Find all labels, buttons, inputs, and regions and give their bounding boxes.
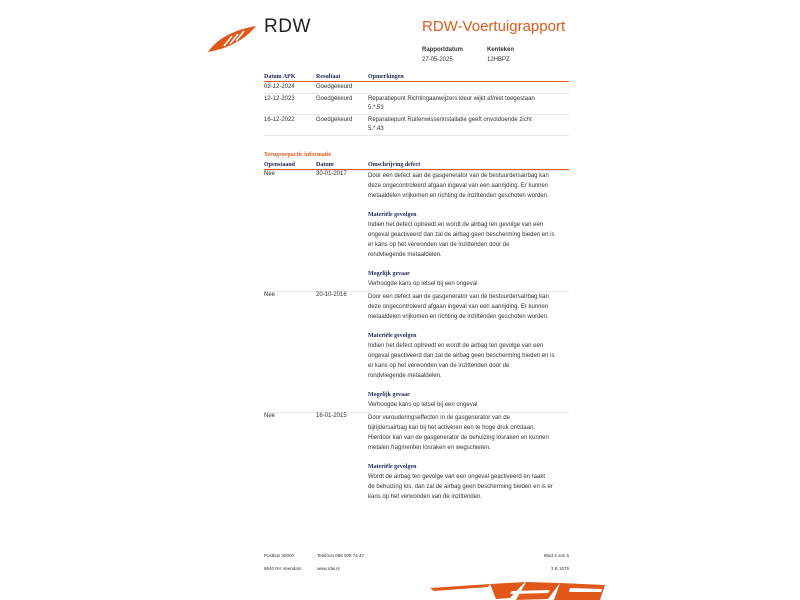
table-row: 02-12-2024 Goedgekeurd xyxy=(264,82,569,94)
recall-item: Nee 20-10-2016 Door een defect aan de gasgenerator van de bestuurdersairbag kan deze ongecontroleerd afgaan ingeval van een aanrijding. Er kunnen metaaldelen vrijkomen en richting de inzittenden geschoten worden. Materiële gevolgen Indien het defect optreedt en wordt de airbag ten gevolge van een ongeval geactiveerd dan zal de airbag geen bescherming bieden en is er kans op het verwonden van de inzittenden door de rondvliegende metaaldelen. Mogelijk gevaar Verhoogde kans op letsel bij een ongeval xyxy=(264,291,569,412)
license-plate-label: Kenteken xyxy=(487,47,515,53)
recall-table xyxy=(264,162,569,502)
col-remarks: Opmerkingen xyxy=(368,74,404,80)
decorative-stripes-icon xyxy=(430,582,610,600)
col-date: Datum xyxy=(316,162,334,168)
brand-name: RDW xyxy=(264,16,311,37)
col-defect: Omschrijving defect xyxy=(368,162,421,168)
table-row: 16-12-2022 Goedgekeurd Reparatiepunt Ruitenwisserinstallatie geeft onvoldoende zicht 5.*.43 xyxy=(264,115,569,136)
license-plate xyxy=(487,45,514,65)
report-date xyxy=(422,45,463,65)
footer-contact: Telefoon 088 008 74 47 www.rdw.nl xyxy=(317,553,365,571)
apk-table-header xyxy=(264,74,569,82)
danger-heading: Mogelijk gevaar xyxy=(368,392,410,398)
recall-item: Nee 16-01-2015 Door verouderingseffecten in de gasgenerator van de bijrijdersairbag kan bij het activeren een te hoge druk ontstaan. Hierdoor kan van de gasgenerator de behuizing losraken en kunnen metalen fragmenten losraken en wegschieten. Materiële gevolgen Wordt de airbag ten gevolge van een ongeval geactiveerd en raakt de behuizing los, dan zal de airbag geen bescherming bieden en is er kans op het verwonden van de inzittenden. xyxy=(264,412,569,502)
report-date-value: 27-05-2025 xyxy=(422,57,453,63)
document-title: RDW-Voertuigrapport xyxy=(422,18,566,35)
footer-page: Blad 4 van 5 3 E 1679 xyxy=(543,553,569,571)
col-open: Openstaand xyxy=(264,162,296,168)
recall-table-header xyxy=(264,162,569,170)
footer-address: Postbus 30000 9640 RA Veendam xyxy=(264,553,302,571)
col-result: Resultaat xyxy=(316,74,341,80)
rdw-logo-icon xyxy=(206,24,258,54)
license-plate-value: 12HBPZ xyxy=(487,57,510,63)
recall-item: Nee 30-01-2017 Door een defect aan de gasgenerator van de bestuurdersairbag kan deze ongecontroleerd afgaan ingeval van een aanrijding. Er kunnen metaaldelen vrijkomen en richting de inzittenden geschoten worden. Materiële gevolgen Indien het defect optreedt en wordt de airbag ten gevolge van een ongeval geactiveerd dan zal de airbag geen bescherming bieden en is er kans op het verwonden van de inzittenden door de rondvliegende metaaldelen. Mogelijk gevaar Verhoogde kans op letsel bij een ongeval xyxy=(264,170,569,291)
table-row: 12-12-2023 Goedgekeurd Reparatiepunt Richtingaanwijzers kleur wijkt af/niet toegestaan 5.*.53 xyxy=(264,94,569,115)
material-heading: Materiële gevolgen xyxy=(368,333,417,339)
material-heading: Materiële gevolgen xyxy=(368,464,417,470)
col-apk-date: Datum APK xyxy=(264,74,296,80)
recall-section-title: Terugroepactie informatie xyxy=(264,152,332,158)
danger-heading: Mogelijk gevaar xyxy=(368,271,410,277)
material-heading: Materiële gevolgen xyxy=(368,212,417,218)
report-date-label: Rapportdatum xyxy=(422,47,463,53)
apk-table xyxy=(264,74,569,136)
